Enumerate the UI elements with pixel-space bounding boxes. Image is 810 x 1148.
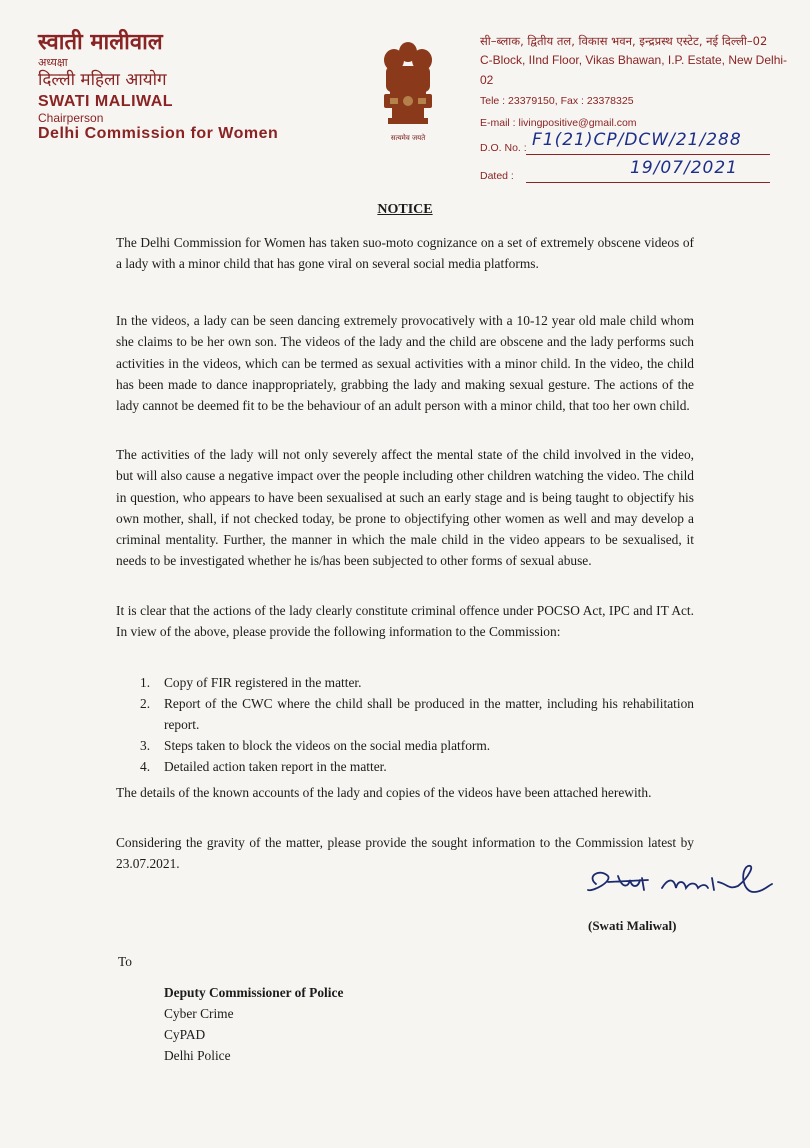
closing-paragraph-2: Considering the gravity of the matter, please provide the sought information to the Commission latest by 23.07.2021. bbox=[116, 835, 694, 872]
information-list bbox=[140, 672, 694, 777]
notice-paragraph-3: The activities of the lady will not only severely affect the mental state of the child involved in the video, but will also cause a negative impact over the people including other children watching the video. The child in question, who appears to have been sexualised at such an early stage and is being taught to objectify his own mother, shall, if not checked today, be prone to objectifying other women as well and may develop a criminal mentality. Further, the manner in which the male child in the video appears to be sexualised, it needs to be investigated whether he is/has been subjected to other forms of sexual abuse. bbox=[116, 447, 694, 569]
handwritten-signature bbox=[578, 858, 778, 908]
letterhead-right bbox=[480, 32, 800, 134]
address-hindi: सी–ब्लाक, द्वितीय तल, विकास भवन, इन्द्रप्रस्थ एस्टेट, नई दिल्ली–02 bbox=[480, 34, 768, 48]
list-item bbox=[140, 693, 694, 735]
address-english: C-Block, IInd Floor, Vikas Bhawan, I.P. Estate, New Delhi-02 bbox=[480, 53, 788, 87]
telephone-fax: Tele : 23379150, Fax : 23378325 bbox=[480, 95, 634, 107]
notice-paragraph-4: It is clear that the actions of the lady clearly constitute criminal offence under POCSO Act, IPC and IT Act. In view of the above, please provide the following information to the Commission: bbox=[116, 603, 694, 640]
list-item-number: 4. bbox=[140, 759, 151, 774]
list-item-text: Steps taken to block the videos on the social media platform. bbox=[164, 738, 491, 753]
closing-paragraph-1: The details of the known accounts of the lady and copies of the videos have been attached herewith. bbox=[116, 785, 652, 800]
list-item-text: Copy of FIR registered in the matter. bbox=[164, 675, 362, 690]
to-label: To bbox=[118, 954, 132, 969]
recipient-line: Delhi Police bbox=[164, 1048, 231, 1063]
chairperson-role: Chairperson bbox=[38, 111, 104, 125]
list-item bbox=[140, 735, 694, 756]
recipient-line: CyPAD bbox=[164, 1027, 206, 1042]
list-item bbox=[140, 672, 694, 693]
list-item-number: 1. bbox=[140, 675, 151, 690]
email-address: E-mail : livingpositive@gmail.com bbox=[480, 117, 637, 129]
chairperson-name: SWATI MALIWAL bbox=[38, 93, 174, 110]
notice-paragraph-2: In the videos, a lady can be seen dancing extremely provocatively with a 10-12 year old male child whom she claims to be her own son. The videos of the lady and the child are obscene and the lady performs such activities in the videos, which can be termed as sexual activities with a minor child. In the video, the child has been made to dance inappropriately, grabbing the lady and making sexual gesture. The actions of the lady cannot be deemed fit to be the behaviour of an adult person with a minor child, that too her own child. bbox=[116, 313, 694, 414]
dated-handwritten: 19/07/2021 bbox=[630, 158, 738, 178]
do-number-label: D.O. No. : bbox=[480, 142, 527, 154]
signatory-name: (Swati Maliwal) bbox=[588, 918, 677, 933]
recipient-line: Deputy Commissioner of Police bbox=[164, 985, 344, 1000]
chairperson-role-hindi: अध्यक्षा bbox=[38, 56, 68, 69]
notice-title: NOTICE bbox=[377, 202, 433, 217]
recipient-block bbox=[164, 982, 343, 1066]
notice-paragraph-1: The Delhi Commission for Women has taken suo-moto cognizance on a set of extremely obscene videos of a lady with a minor child that has gone viral on several social media platforms. bbox=[116, 235, 694, 272]
dated-line bbox=[526, 182, 770, 183]
letterhead-left bbox=[38, 30, 358, 143]
recipient-line: Cyber Crime bbox=[164, 1006, 234, 1021]
national-emblem bbox=[370, 38, 446, 150]
dated-label: Dated : bbox=[480, 170, 514, 182]
list-item-text: Detailed action taken report in the matter. bbox=[164, 759, 387, 774]
do-number-handwritten: F1(21)CP/DCW/21/288 bbox=[532, 130, 742, 150]
emblem-motto: सत्यमेव जयते bbox=[390, 134, 426, 142]
list-item-number: 2. bbox=[140, 696, 151, 711]
lion-capital-icon bbox=[370, 38, 446, 134]
do-number-line bbox=[526, 154, 770, 155]
organization-name-hindi: दिल्ली महिला आयोग bbox=[38, 70, 167, 90]
list-item bbox=[140, 756, 694, 777]
chairperson-name-hindi: स्वाती मालीवाल bbox=[38, 30, 163, 55]
list-item-text: Report of the CWC where the child shall be produced in the matter, including his rehabilitation report. bbox=[164, 696, 694, 732]
list-item-number: 3. bbox=[140, 738, 151, 753]
organization-name: Delhi Commission for Women bbox=[38, 125, 279, 142]
